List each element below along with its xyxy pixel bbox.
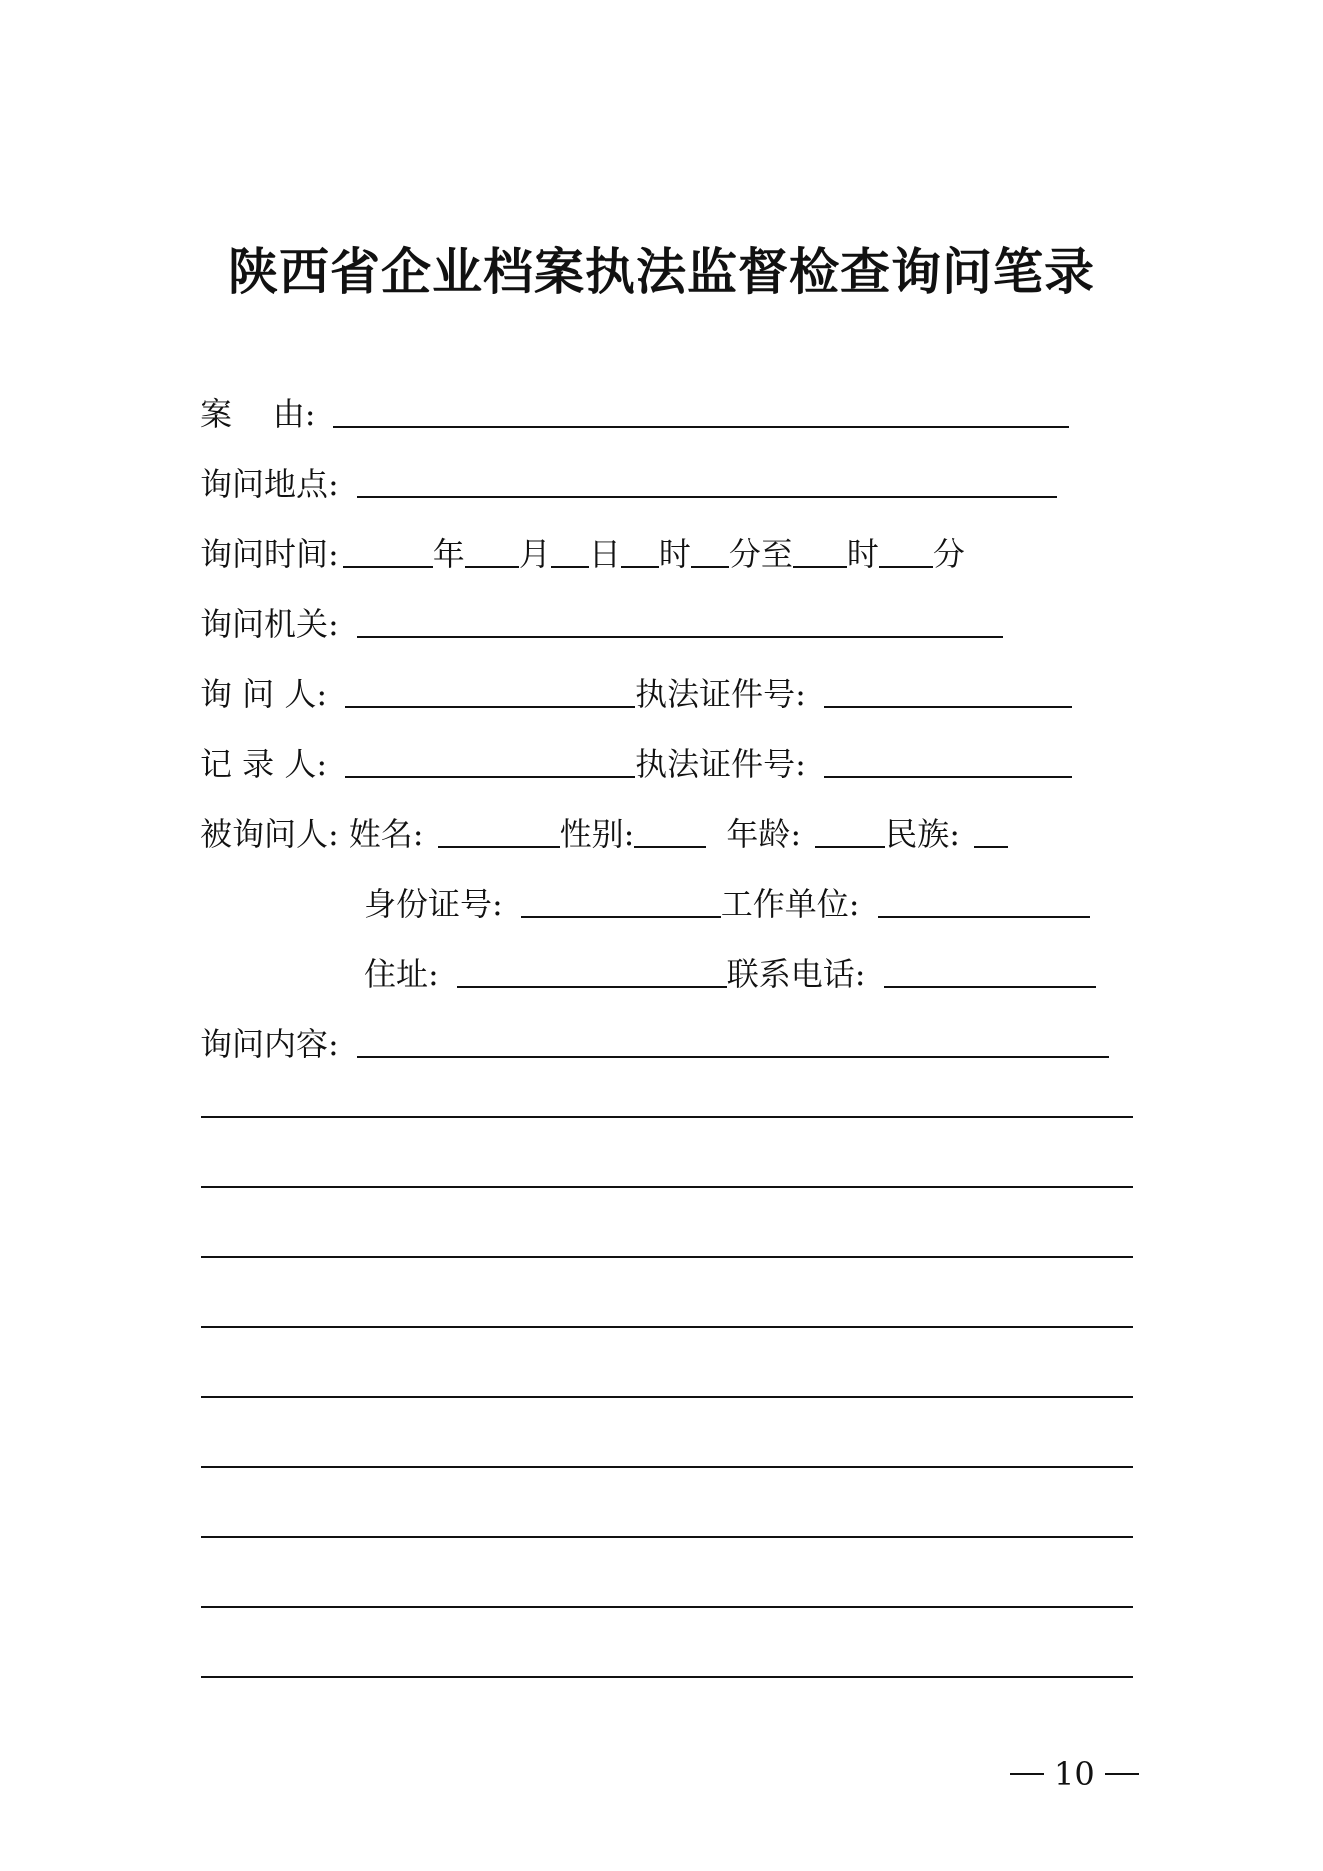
row-recorder	[200, 736, 1072, 784]
year-label: 年	[432, 535, 465, 573]
agency-field[interactable]	[357, 606, 1003, 638]
ethnicity-label: 民族:	[885, 815, 960, 853]
month-field[interactable]	[465, 536, 519, 568]
writing-line[interactable]	[201, 1536, 1133, 1538]
address-label: 住址:	[364, 955, 439, 993]
ethnicity-field[interactable]	[974, 816, 1008, 848]
row-case-reason	[200, 386, 1069, 434]
document-title: 陕西省企业档案执法监督检查询问笔录	[228, 242, 1095, 301]
recorder-field[interactable]	[345, 746, 635, 778]
row-address	[364, 946, 1096, 994]
hour-field[interactable]	[621, 536, 659, 568]
hour2-label: 时	[846, 535, 879, 573]
cert-no-1-field[interactable]	[824, 676, 1072, 708]
page-number-text: 10	[1054, 1755, 1095, 1793]
row-inquirer	[200, 666, 1072, 714]
hour-label: 时	[658, 535, 691, 573]
recorder-label: 记 录 人:	[200, 745, 328, 783]
time-label: 询问时间:	[200, 535, 339, 573]
name-label: 姓名:	[348, 815, 424, 853]
age-label: 年龄:	[726, 815, 802, 853]
address-field[interactable]	[457, 956, 727, 988]
phone-label: 联系电话:	[726, 955, 866, 993]
writing-line[interactable]	[201, 1396, 1133, 1398]
employer-label: 工作单位:	[720, 885, 860, 923]
interviewee-label: 被询问人:	[200, 815, 339, 853]
writing-line[interactable]	[201, 1606, 1133, 1608]
cert-no-2-field[interactable]	[824, 746, 1072, 778]
hour2-field[interactable]	[793, 536, 847, 568]
minute-label: 分	[932, 535, 965, 573]
gender-label: 性别:	[559, 815, 635, 853]
name-field[interactable]	[438, 816, 560, 848]
writing-line[interactable]	[201, 1186, 1133, 1188]
agency-label: 询问机关:	[200, 605, 339, 643]
id-no-label: 身份证号:	[364, 885, 503, 923]
location-field[interactable]	[357, 466, 1057, 498]
month-label: 月	[518, 535, 551, 573]
row-location	[200, 456, 1057, 504]
day-field[interactable]	[551, 536, 589, 568]
inquirer-field[interactable]	[345, 676, 635, 708]
case-reason-label: 案 由:	[200, 395, 316, 433]
row-interviewee	[200, 806, 1008, 854]
row-time	[200, 526, 965, 574]
minute-field[interactable]	[691, 536, 729, 568]
row-id	[364, 876, 1090, 924]
employer-field[interactable]	[878, 886, 1090, 918]
page-dash-left	[1010, 1773, 1044, 1775]
location-label: 询问地点:	[200, 465, 339, 503]
page-number	[1000, 1755, 1149, 1793]
cert-no-1-label: 执法证件号:	[635, 675, 806, 713]
minute2-field[interactable]	[879, 536, 933, 568]
case-reason-field[interactable]	[333, 396, 1069, 428]
page-dash-right	[1105, 1773, 1139, 1775]
phone-field[interactable]	[884, 956, 1096, 988]
age-field[interactable]	[815, 816, 885, 848]
writing-line[interactable]	[201, 1326, 1133, 1328]
content-label: 询问内容:	[200, 1025, 339, 1063]
day-label: 日	[588, 535, 621, 573]
row-content	[200, 1016, 1109, 1064]
inquirer-label: 询 问 人:	[200, 675, 328, 713]
row-agency	[200, 596, 1003, 644]
writing-line[interactable]	[201, 1116, 1133, 1118]
content-field[interactable]	[357, 1026, 1109, 1058]
year-field[interactable]	[343, 536, 433, 568]
writing-line[interactable]	[201, 1676, 1133, 1678]
minute-to-label: 分至	[728, 535, 793, 573]
writing-line[interactable]	[201, 1256, 1133, 1258]
gender-field[interactable]	[634, 816, 706, 848]
id-no-field[interactable]	[521, 886, 721, 918]
cert-no-2-label: 执法证件号:	[635, 745, 806, 783]
writing-line[interactable]	[201, 1466, 1133, 1468]
